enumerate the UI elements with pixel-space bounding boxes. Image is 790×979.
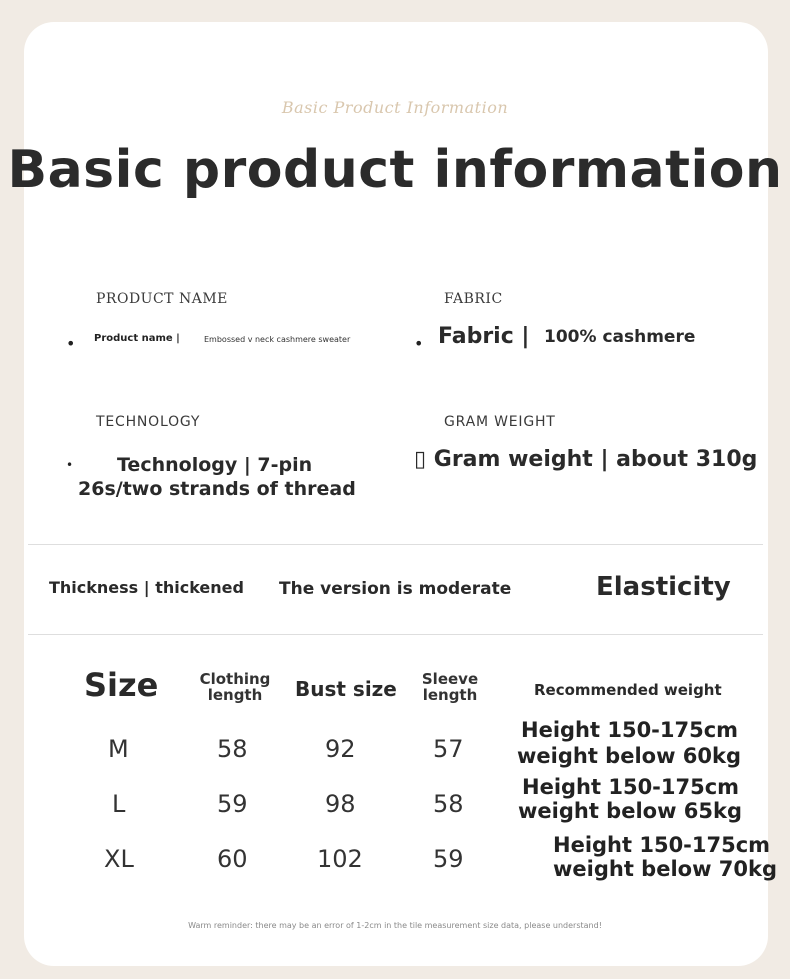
table-row-rec-weight: weight below 60kg (517, 744, 742, 768)
thickness-attribute: Thickness | thickened (49, 578, 244, 597)
sleeve-length-header-line-2: length (422, 686, 478, 704)
bust-size-header: Bust size (295, 677, 397, 701)
table-row-length: 59 (217, 790, 248, 818)
page-title: Basic product information (7, 140, 783, 200)
table-row-rec-weight: weight below 70kg (553, 857, 778, 881)
table-row-length: 60 (217, 845, 248, 873)
recommended-weight-header: Recommended weight (534, 681, 722, 699)
table-row-sleeve: 57 (433, 735, 464, 763)
bullet-dot: • (66, 458, 74, 472)
product-name-label: Product name | (94, 333, 180, 344)
table-row-rec-weight: weight below 65kg (518, 799, 743, 823)
table-row-rec-height: Height 150-175cm (521, 718, 739, 742)
version-attribute: The version is moderate (279, 579, 512, 599)
table-row-size: XL (104, 845, 134, 873)
gram-weight-value: ▯ Gram weight | about 310g (414, 447, 758, 472)
table-row-rec-height: Height 150-175cm (553, 833, 771, 857)
script-subtitle: Basic Product Information (281, 98, 509, 117)
elasticity-attribute: Elasticity (596, 572, 731, 602)
clothing-length-header (196, 671, 274, 703)
table-row-bust: 102 (317, 845, 363, 873)
technology-caption: TECHNOLOGY (96, 414, 201, 430)
table-row-bust: 98 (325, 790, 356, 818)
table-row-size: M (108, 735, 129, 763)
table-row-size: L (112, 790, 126, 818)
bullet-dot: • (414, 334, 424, 353)
technology-line-2: 26s/two strands of thread (78, 478, 356, 500)
clothing-length-header-line-2: length (207, 686, 263, 704)
bullet-dot: • (66, 334, 76, 353)
fabric-label: Fabric | (438, 324, 530, 349)
sleeve-length-header-line-1: Sleeve (421, 670, 479, 688)
sleeve-length-header (414, 671, 486, 703)
size-header: Size (84, 666, 159, 704)
table-row-rec-height: Height 150-175cm (522, 775, 740, 799)
table-row-sleeve: 59 (433, 845, 464, 873)
fabric-value: 100% cashmere (544, 327, 696, 347)
product-name-value: Embossed v neck cashmere sweater (204, 335, 351, 344)
divider (28, 544, 763, 545)
fabric-caption: FABRIC (444, 291, 503, 307)
footer-note: Warm reminder: there may be an error of 1-2cm in the tile measurement size data, please understand! (188, 921, 602, 930)
gram-weight-caption: GRAM WEIGHT (444, 414, 556, 430)
table-row-bust: 92 (325, 735, 356, 763)
technology-line-1: Technology | 7-pin (117, 454, 313, 476)
table-row-length: 58 (217, 735, 248, 763)
product-name-caption: PRODUCT NAME (96, 291, 228, 307)
clothing-length-header-line-1: Clothing (199, 670, 271, 688)
table-row-sleeve: 58 (433, 790, 464, 818)
divider (28, 634, 763, 635)
